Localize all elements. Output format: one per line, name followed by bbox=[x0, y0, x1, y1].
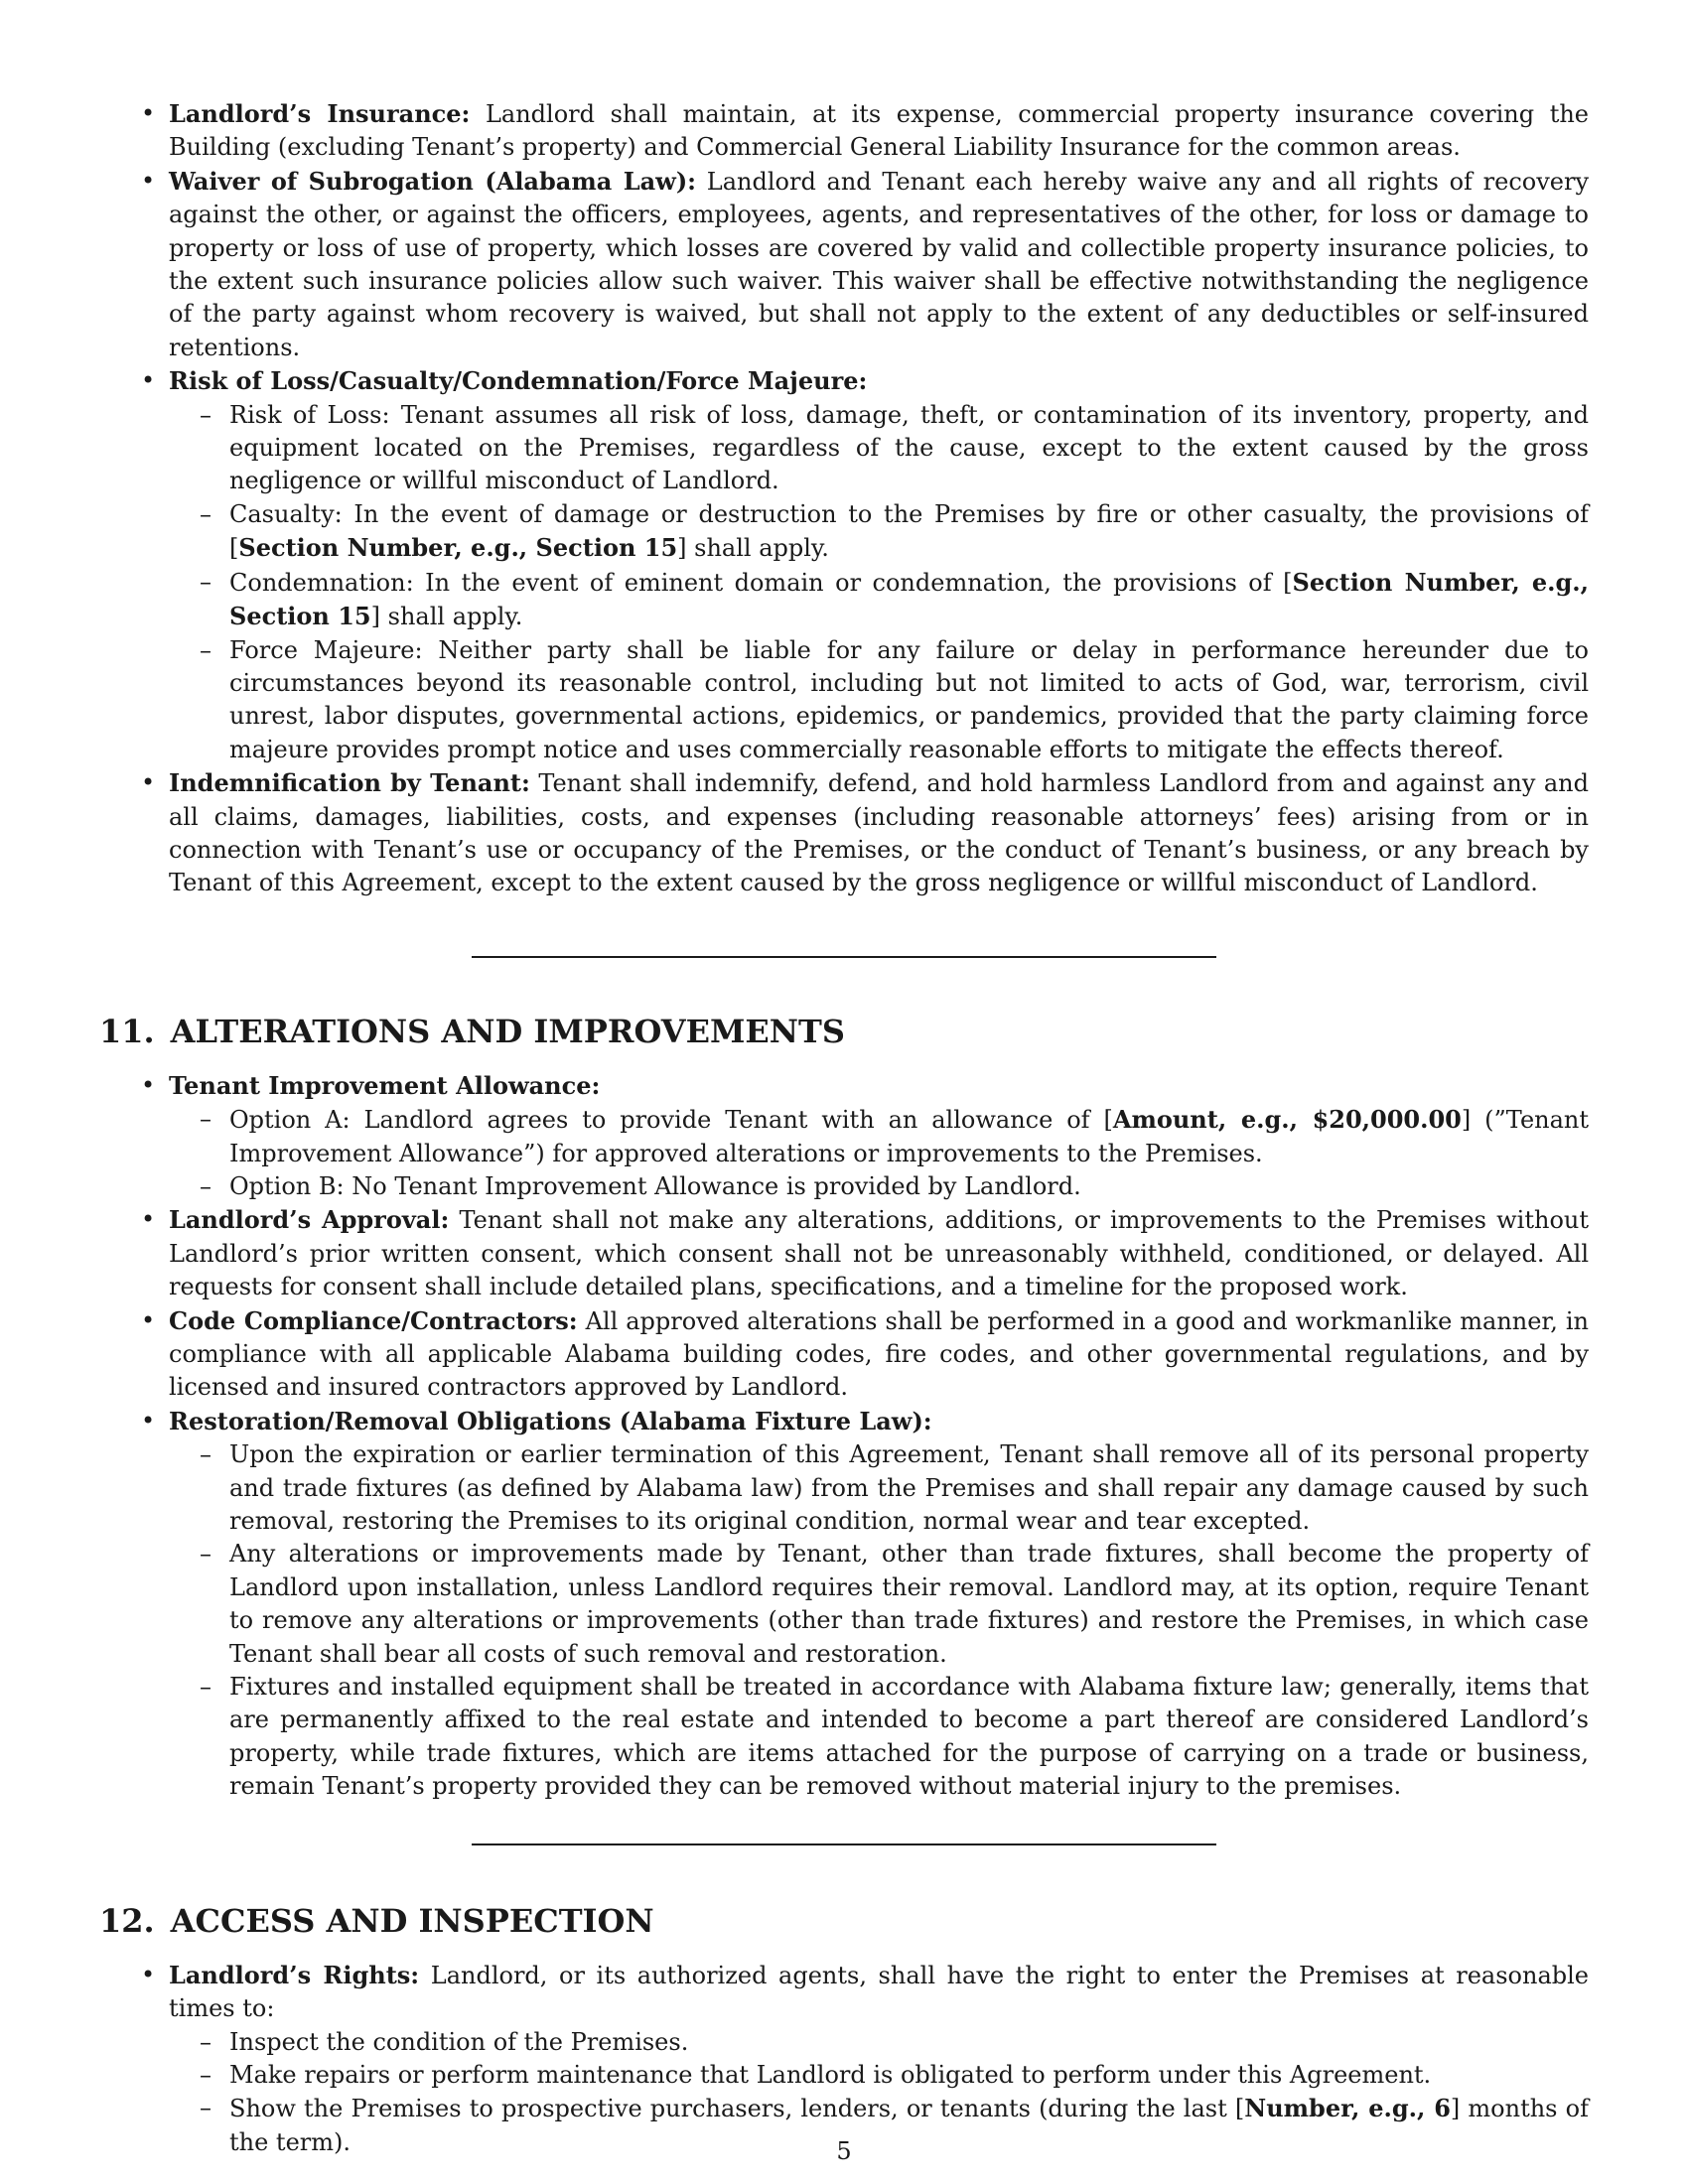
subitem-text: ] shall apply. bbox=[677, 534, 829, 563]
subitem-text: Casualty: In the event of damage or destruction to the Premises by fire or other casualty, the provisions of [ bbox=[229, 499, 1589, 563]
subitem-removal: – Upon the expiration or earlier termination of this Agreement, Tenant shall remove all of its personal property and trade fixtures (as defined by Alabama law) from the Premises and shall repair any damage caused by such removal, restoring the Premises to its original condition, normal wear and tear excepted. bbox=[229, 1438, 1589, 1538]
list-item-restoration bbox=[169, 1405, 1589, 1804]
section-title: ALTERATIONS AND IMPROVEMENTS bbox=[170, 1012, 845, 1050]
subitem-text: Option A: Landlord agrees to provide Tenant with an allowance of [ bbox=[229, 1106, 1113, 1135]
section-heading-12 bbox=[99, 1901, 1589, 1941]
section11-list bbox=[99, 1069, 1589, 1804]
subitem-text: ] (”Tenant Improvement Allowance”) for approved alterations or improvements to the Premises. bbox=[229, 1106, 1590, 1167]
item-lead: Indemnification by Tenant: bbox=[169, 768, 530, 798]
item-text: Landlord, or its authorized agents, shall have the right to enter the Premises at reasonable times to: bbox=[169, 1961, 1589, 2023]
subitem-alterations-property: – Any alterations or improvements made by Tenant, other than trade fixtures, shall become the property of Landlord upon installation, unless Landlord requires their removal. Landlord may, at its option, require Tenant to remove any alterations or improvements (other than trade fixtures) and restore the Premises, in which case Tenant shall bear all costs of such removal and restoration. bbox=[229, 1538, 1589, 1671]
item-text: Landlord and Tenant each hereby waive any and all rights of recovery against the other, or against the officers, employees, agents, and representatives of the other, for loss or damage to property or loss of use of property, which losses are covered by valid and collectible property insurance policies, to the extent such insurance policies allow such waiver. This waiver shall be effective notwithstanding the negligence of the party against whom recovery is waived, but shall not apply to the extent of any deductibles or self-insured retentions. bbox=[169, 167, 1589, 361]
placeholder-section-number: Section Number, e.g., Section 15 bbox=[229, 567, 1590, 631]
subitem-option-b: – Option B: No Tenant Improvement Allowance is provided by Landlord. bbox=[229, 1170, 1589, 1203]
list-item-improvement-allowance bbox=[169, 1069, 1589, 1204]
subitem-text: ] months of the term). bbox=[229, 2095, 1589, 2156]
page-number: 5 bbox=[836, 2137, 852, 2165]
subitem-condemnation bbox=[229, 566, 1589, 634]
subitem-force-majeure: – Force Majeure: Neither party shall be liable for any failure or delay in performance hereunder due to circumstances beyond its reasonable control, including but not limited to acts of God, war, terrorism, civil unrest, labor disputes, governmental actions, epidemics, or pandemics, provided that the party claiming force majeure provides prompt notice and uses commercially reasonable efforts to mitigate the effects thereof. bbox=[229, 634, 1589, 767]
item-lead: Landlord’s Insurance: bbox=[169, 99, 471, 128]
horizontal-rule bbox=[472, 1843, 1216, 1845]
restoration-sublist bbox=[169, 1438, 1589, 1803]
subitem-text: Condemnation: In the event of eminent domain or condemnation, the provisions of [ bbox=[229, 568, 1293, 597]
subitem-risk-of-loss: – Risk of Loss: Tenant assumes all risk of loss, damage, theft, or contamination of its inventory, property, and equipment located on the Premises, regardless of the cause, except to the extent caused by the gross negligence or willful misconduct of Landlord. bbox=[229, 399, 1589, 498]
risk-sublist bbox=[169, 399, 1589, 766]
list-item-landlord-insurance bbox=[169, 97, 1589, 165]
list-item-code-compliance bbox=[169, 1304, 1589, 1405]
list-item-waiver-of-subrogation bbox=[169, 165, 1589, 364]
section12-list bbox=[99, 1959, 1589, 2159]
subitem-text: Show the Premises to prospective purchasers, lenders, or tenants (during the last [ bbox=[229, 2095, 1245, 2123]
item-text: Tenant shall not make any alterations, additions, or improvements to the Premises without Landlord’s prior written consent, which consent shall not be unreasonably withheld, conditioned, or delayed. All requests for consent shall include detailed plans, specifications, and a timeline for the proposed work. bbox=[169, 1206, 1589, 1301]
subitem-option-a bbox=[229, 1103, 1589, 1170]
section-heading-11 bbox=[99, 1012, 1589, 1051]
item-lead: Code Compliance/Contractors: bbox=[169, 1305, 578, 1335]
subitem-casualty bbox=[229, 498, 1589, 566]
placeholder-number: Number, e.g., 6 bbox=[1244, 2094, 1451, 2123]
subitem-inspect: – Inspect the condition of the Premises. bbox=[229, 2026, 1589, 2059]
list-item-landlord-rights bbox=[169, 1959, 1589, 2159]
placeholder-amount: Amount, e.g., $20,000.00 bbox=[1112, 1105, 1462, 1135]
section-number: 11. bbox=[99, 1012, 155, 1050]
item-lead: Waiver of Subrogation (Alabama Law): bbox=[169, 166, 697, 196]
allowance-sublist bbox=[169, 1103, 1589, 1203]
list-item-landlord-approval bbox=[169, 1203, 1589, 1303]
item-lead: Restoration/Removal Obligations (Alabama Fixture Law): bbox=[169, 1406, 932, 1435]
item-text: Tenant shall indemnify, defend, and hold harmless Landlord from and against any and all claims, damages, liabilities, costs, and expenses (including reasonable attorneys’ fees) arising from or in connection with Tenant’s use or occupancy of the Premises, or the conduct of Tenant’s business, or any breach by Tenant of this Agreement, except to the extent caused by the gross negligence or willful misconduct of Landlord. bbox=[169, 769, 1590, 897]
section-title: ACCESS AND INSPECTION bbox=[170, 1901, 654, 1940]
section-number: 12. bbox=[99, 1901, 155, 1940]
item-text: Landlord shall maintain, at its expense, commercial property insurance covering the Building (excluding Tenant’s property) and Commercial General Liability Insurance for the common areas. bbox=[169, 100, 1590, 162]
horizontal-rule bbox=[472, 956, 1216, 958]
section10-list bbox=[99, 97, 1589, 900]
item-lead: Tenant Improvement Allowance: bbox=[169, 1070, 601, 1100]
document-body bbox=[99, 97, 1589, 2159]
list-item-indemnification bbox=[169, 766, 1589, 900]
item-lead: Risk of Loss/Casualty/Condemnation/Force Majeure: bbox=[169, 366, 868, 396]
subitem-fixture-law: – Fixtures and installed equipment shall be treated in accordance with Alabama fixture law; generally, items that are permanently affixed to the real estate and intended to become a part thereof are considered Landlord’s property, while trade fixtures, which are items attached for the purpose of carrying on a trade or business, remain Tenant’s property provided they can be removed without material injury to the premises. bbox=[229, 1671, 1589, 1804]
subitem-text: ] shall apply. bbox=[370, 603, 523, 631]
subitem-repairs: – Make repairs or perform maintenance that Landlord is obligated to perform under this Agreement. bbox=[229, 2059, 1589, 2092]
placeholder-section-number: Section Number, e.g., Section 15 bbox=[238, 533, 678, 563]
item-text: All approved alterations shall be performed in a good and workmanlike manner, in compliance with all applicable Alabama building codes, fire codes, and other governmental regulations, and by licensed and insured contractors approved by Landlord. bbox=[169, 1306, 1590, 1402]
item-lead: Landlord’s Rights: bbox=[169, 1960, 420, 1989]
list-item-risk-of-loss bbox=[169, 364, 1589, 766]
item-lead: Landlord’s Approval: bbox=[169, 1205, 450, 1235]
